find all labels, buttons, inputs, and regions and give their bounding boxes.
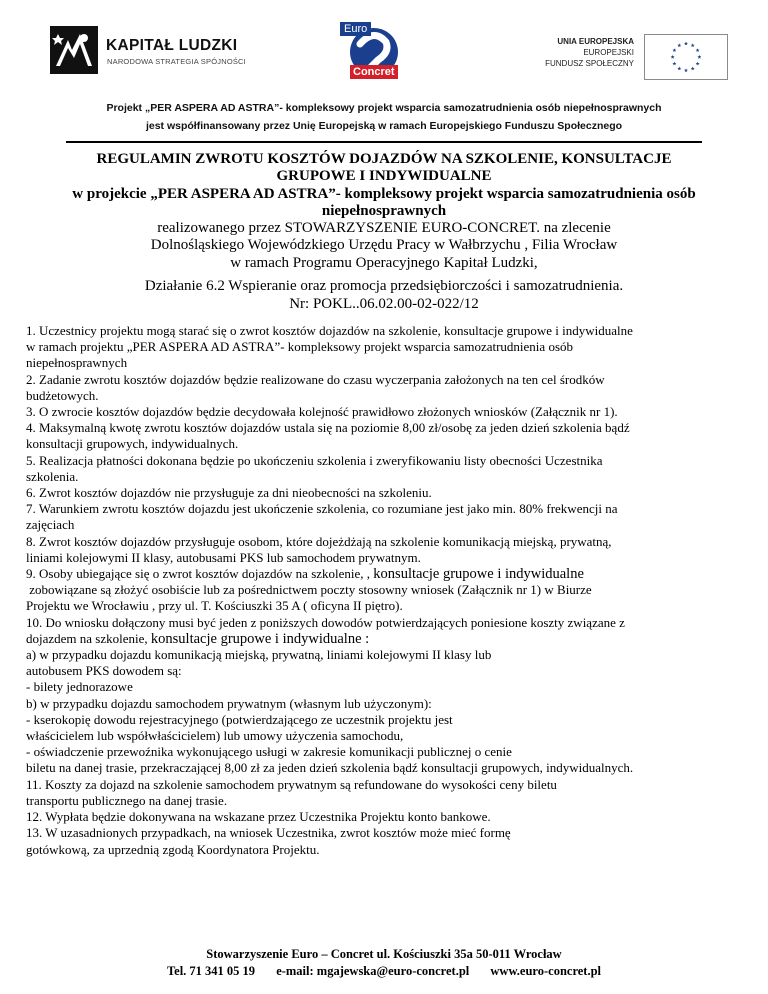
paragraph-9-line-3: Projektu we Wrocławiu , przy ul. T. Kościuszki 35 A ( oficyna II piętro). [26, 598, 403, 614]
paragraph-10-registration-cont: właścicielem lub współwłaścicielem) lub umowy użyczenia samochodu, [26, 728, 404, 744]
paragraph-13-line-2: gotówkową, za uprzednią zgodą Koordynatora Projektu. [26, 841, 320, 857]
title-line-1: REGULAMIN ZWROTU KOSZTÓW DOJAZDÓW NA SZKOLENIE, KONSULTACJE [96, 151, 672, 167]
paragraph-5-line-1: 5. Realizacja płatności dokonana będzie po ukończeniu szkolenia i zweryfikowaniu listy obecności Uczestnika [26, 452, 603, 468]
title-line-5: realizowanego przez STOWARZYSZENIE EURO-CONCRET. na zlecenie [157, 220, 611, 237]
euro-concret-euro-label: Euro [340, 22, 371, 36]
paragraph-10-carrier-cont: biletu na danej trasie, przekraczającej 8,00 zł za jeden dzień szkolenia bądź konsultacji grupowych, indywidualnych. [26, 760, 634, 776]
footer-address: Stowarzyszenie Euro – Concret ul. Kościuszki 35a 50-011 Wrocław [206, 947, 562, 961]
paragraph-10-consultations: konsultacje grupowe i indywidualne : [150, 630, 370, 647]
kapital-ludzki-title: KAPITAŁ LUDZKI [106, 37, 238, 54]
header-divider [66, 141, 702, 143]
eu-star [684, 68, 688, 72]
title-line-4: niepełnosprawnych [321, 202, 447, 219]
regulation-body [26, 323, 756, 858]
paragraph-1-line-1: 1. Uczestnicy projektu mogą starać się o zwrot kosztów dojazdów na szkolenie, konsultacje grupowe i indywidualne [26, 323, 633, 338]
eu-fund-label-2: FUNDUSZ SPOŁECZNY [545, 59, 634, 68]
project-header-line-2: jest współfinansowany przez Unię Europejską w ramach Europejskiego Funduszu Społecznego [145, 120, 623, 132]
title-line-6: Dolnośląskiego Wojewódzkiego Urzędu Pracy w Wałbrzychu , Filia Wrocław [150, 237, 618, 254]
paragraph-8-line-1: 8. Zwrot kosztów dojazdów przysługuje osobom, które dojeżdżają na szkolenie komunikacją miejską, prywatną, [26, 533, 612, 549]
eu-star [697, 55, 701, 59]
eu-star [691, 43, 695, 47]
eu-star [691, 66, 695, 70]
kapital-ludzki-logo [50, 26, 270, 78]
paragraph-9-consultations: konsultacje grupowe i indywidualne [373, 566, 584, 583]
paragraph-5-line-2: szkolenia. [26, 468, 79, 484]
project-header [0, 99, 768, 135]
paragraph-11-line-1: 11. Koszty za dojazd na szkolenie samochodem prywatnym są refundowane do wysokości ceny biletu [26, 776, 557, 792]
title-line-2: GRUPOWE I INDYWIDUALNE [276, 168, 492, 185]
paragraph-10-item-a: a) w przypadku dojazdu komunikacją miejską, prywatną, liniami kolejowymi II klasy lub [26, 647, 492, 663]
kapital-ludzki-subtitle: NARODOWA STRATEGIA SPÓJNOŚCI [107, 57, 246, 66]
eu-logo [540, 26, 730, 82]
euro-concret-logo [340, 22, 404, 84]
eu-star [677, 66, 681, 70]
page-footer [0, 946, 768, 980]
title-line-3: w projekcie „PER ASPERA AD ASTRA”- kompleksowy projekt wsparcia samozatrudnienia osób [72, 185, 696, 202]
kapital-ludzki-emblem-icon [50, 26, 98, 74]
paragraph-10-line-2 [26, 631, 756, 647]
paragraph-10-carrier-statement: - oświadczenie przewoźnika wykonującego usługi w zakresie komunikacji publicznej o cenie [26, 744, 512, 760]
paragraph-12: 12. Wypłata będzie dokonywana na wskazane przez Uczestnika Projektu konto bankowe. [26, 809, 491, 825]
eu-star [671, 55, 675, 59]
eu-star [696, 48, 700, 52]
paragraph-10-lead: dojazdem na szkolenie, [26, 630, 151, 646]
paragraph-10-tickets: - bilety jednorazowe [26, 679, 133, 695]
footer-website: www.euro-concret.pl [490, 964, 602, 978]
paragraph-11-line-2: transportu publicznego na danej trasie. [26, 792, 228, 808]
eu-flag-icon [644, 34, 728, 80]
paragraph-6: 6. Zwrot kosztów dojazdów nie przysługuje za dni nieobecności na szkoleniu. [26, 485, 432, 501]
eu-star [696, 62, 700, 66]
eu-star [672, 62, 676, 66]
paragraph-4-line-2: konsultacji grupowych, indywidualnych. [26, 436, 239, 452]
paragraph-13-line-1: 13. W uzasadnionych przypadkach, na wniosek Uczestnika, zwrot kosztów może mieć formę [26, 825, 511, 841]
eu-star [677, 43, 681, 47]
footer-contacts [0, 963, 768, 980]
paragraph-10-line-1: 10. Do wniosku dołączony musi być jeden z poniższych dowodów potwierdzających poniesione koszty związane z [26, 614, 625, 630]
paragraph-10-registration-copy: - kserokopię dowodu rejestracyjnego (potwierdzającego ze uczestnik projektu jest [26, 711, 453, 727]
eu-text [545, 36, 634, 69]
eu-star [684, 42, 688, 46]
action-info [0, 278, 768, 313]
eu-star [672, 48, 676, 52]
paragraph-9-line-1 [26, 566, 756, 582]
eu-union-label: UNIA EUROPEJSKA [557, 37, 634, 46]
document-title [0, 151, 768, 272]
logo-header [0, 12, 768, 92]
paragraph-2-line-1: 2. Zadanie zwrotu kosztów dojazdów będzie realizowane do czasu wyczerpania założonych na ten cel środków [26, 371, 605, 387]
paragraph-4-line-1: 4. Maksymalną kwotę zwrotu kosztów dojazdów ustala się na poziomie 8,00 zł/osobę za jeden dzień szkolenia bądź [26, 420, 630, 436]
title-line-7: w ramach Programu Operacyjnego Kapitał Ludzki, [230, 254, 538, 271]
paragraph-1-line-3: niepełnosprawnych [26, 355, 128, 371]
paragraph-1-line-2: w ramach projektu „PER ASPERA AD ASTRA”- kompleksowy projekt wsparcia samozatrudnienia osób [26, 339, 574, 355]
action-number: Nr: POKL..06.02.00-02-022/12 [289, 295, 479, 312]
paragraph-10-item-a-cont: autobusem PKS dowodem są: [26, 663, 182, 679]
euro-concret-concret-label: Concret [350, 65, 398, 79]
eu-fund-label-1: EUROPEJSKI [583, 48, 634, 57]
paragraph-8-line-2: liniami kolejowymi II klasy, autobusami PKS lub samochodem prywatnym. [26, 549, 421, 565]
footer-email: e-mail: mgajewska@euro-concret.pl [276, 964, 470, 978]
paragraph-3: 3. O zwrocie kosztów dojazdów będzie decydowała kolejność prawidłowo złożonych wniosków (Załącznik nr 1). [26, 404, 618, 420]
action-line-1: Działanie 6.2 Wspieranie oraz promocja przedsiębiorczości i samozatrudnienia. [144, 278, 624, 294]
paragraph-9-lead: 9. Osoby ubiegające się o zwrot kosztów dojazdów na szkolenie, , [26, 566, 374, 582]
paragraph-7-line-1: 7. Warunkiem zwrotu kosztów dojazdu jest ukończenie szkolenia, co rozumiane jest jako min. 80% frekwencji na [26, 501, 618, 517]
paragraph-2-line-2: budżetowych. [26, 387, 99, 403]
paragraph-9-line-2: zobowiązane są złożyć osobiście lub za pośrednictwem poczty stosowny wniosek (Załącznik nr 1) w Biurze [26, 582, 592, 598]
project-header-line-1: Projekt „PER ASPERA AD ASTRA”- kompleksowy projekt wsparcia samozatrudnienia osób niepełnosprawnych [106, 102, 662, 114]
paragraph-10-item-b: b) w przypadku dojazdu samochodem prywatnym (własnym lub użyczonym): [26, 695, 432, 711]
paragraph-7-line-2: zajęciach [26, 517, 75, 533]
footer-phone: Tel. 71 341 05 19 [166, 964, 256, 978]
